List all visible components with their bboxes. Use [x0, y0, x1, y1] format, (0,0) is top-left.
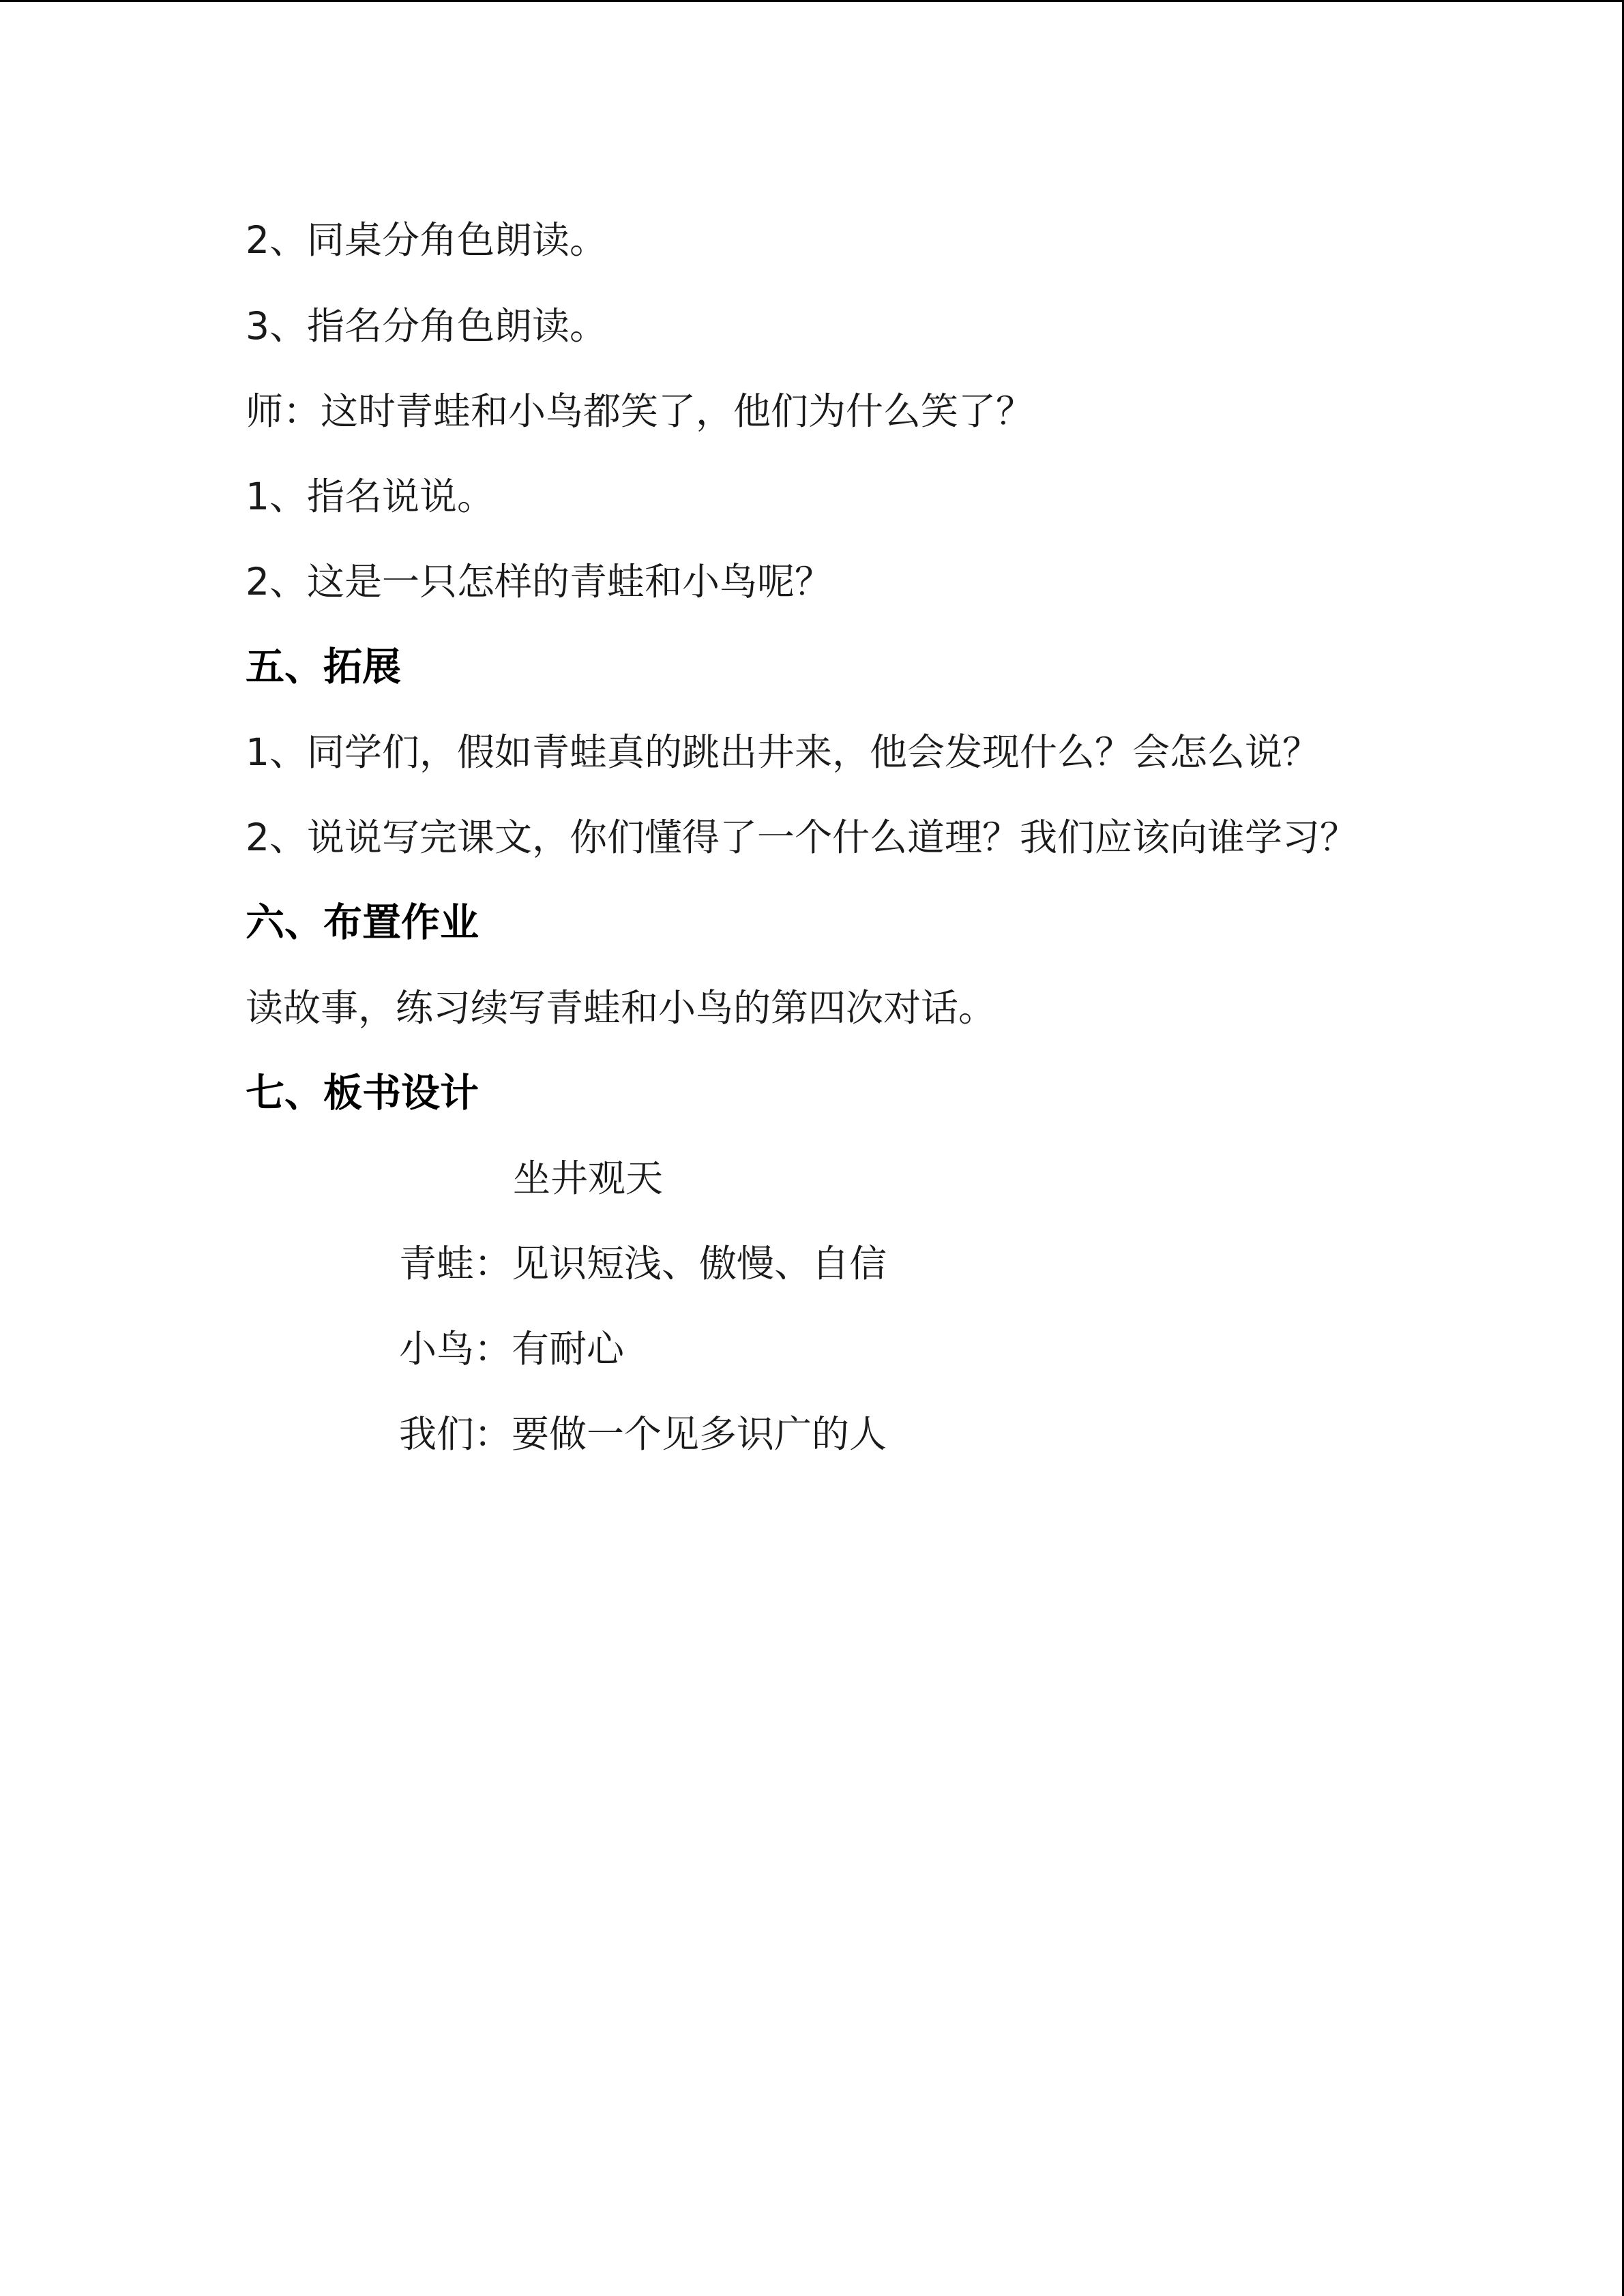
- board-row: 小鸟：有耐心: [399, 1327, 625, 1371]
- board-row: 我们：要做一个见多识广的人: [399, 1412, 887, 1456]
- text-line: 3、指名分角色朗读。: [246, 304, 607, 348]
- text-line: 师：这时青蛙和小鸟都笑了，他们为什么笑了？: [246, 389, 1034, 433]
- board-row: 青蛙：见识短浅、傲慢、自信: [399, 1242, 887, 1285]
- text-line: 2、这是一只怎样的青蛙和小鸟呢？: [246, 560, 832, 603]
- section-heading: 五、拓展: [246, 644, 401, 689]
- section-heading: 六、布置作业: [246, 900, 479, 945]
- text-line: 1、指名说说。: [246, 475, 494, 518]
- section-heading: 七、板书设计: [246, 1071, 479, 1116]
- board-title: 坐井观天: [513, 1157, 664, 1200]
- text-line: 2、说说写完课文，你们懂得了一个什么道理？我们应该向谁学习？: [246, 816, 1357, 859]
- text-line: 2、同桌分角色朗读。: [246, 218, 607, 262]
- text-line: 1、同学们，假如青蛙真的跳出井来，他会发现什么？会怎么说？: [246, 730, 1320, 774]
- text-line: 读故事，练习续写青蛙和小鸟的第四次对话。: [246, 986, 996, 1030]
